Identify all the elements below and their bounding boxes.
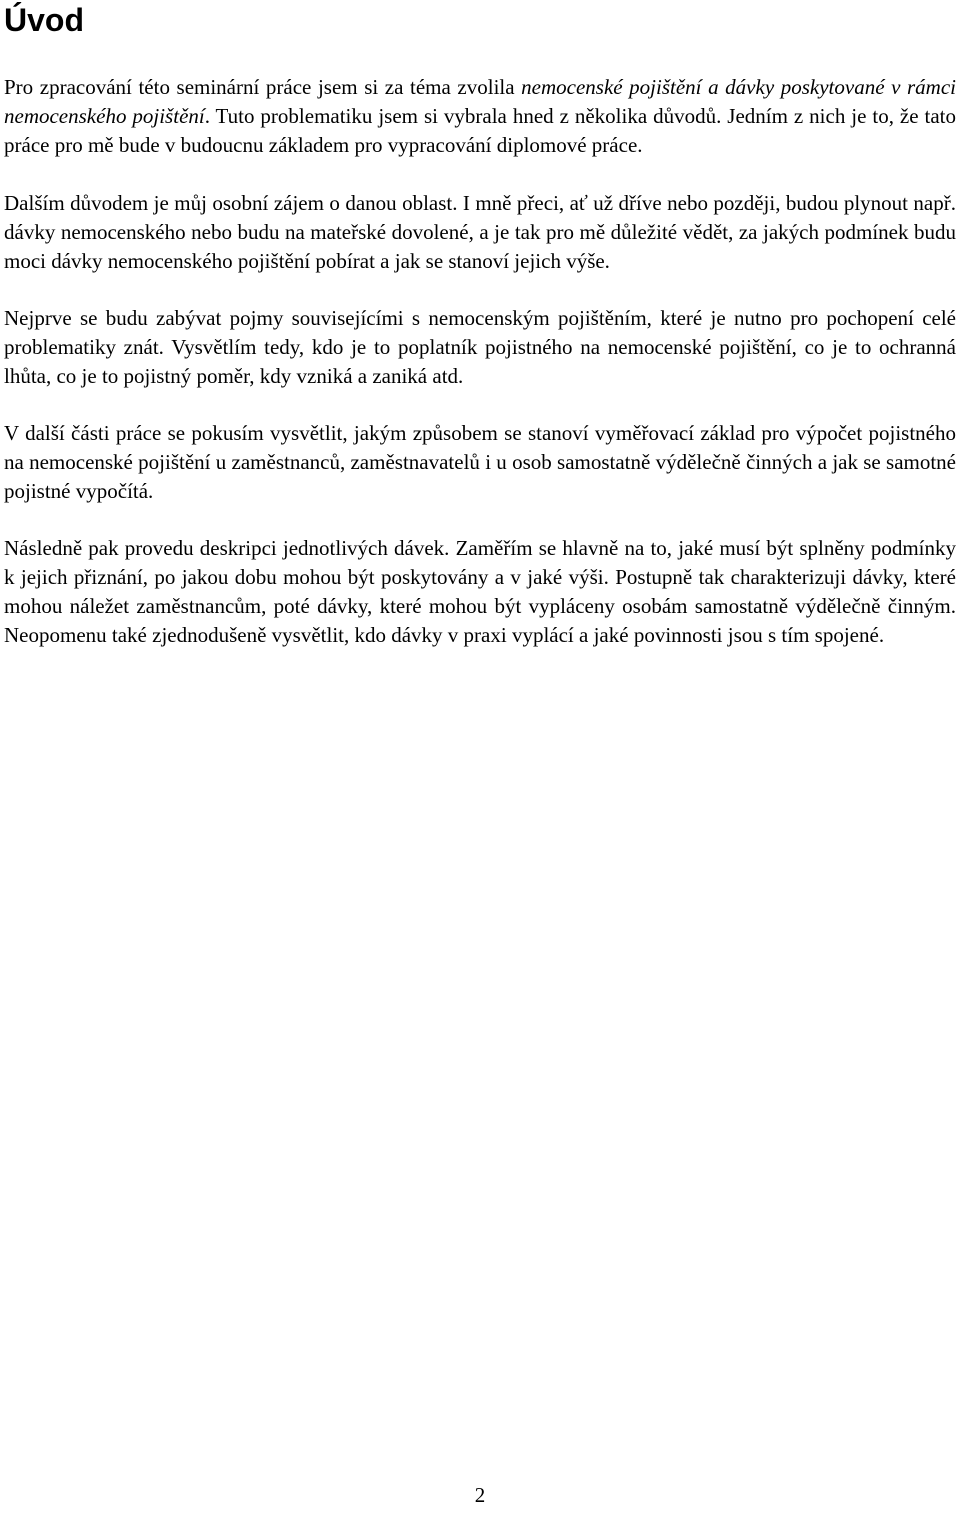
paragraph-intro-text: Pro zpracování této seminární práce jsem si za téma zvolila — [4, 75, 522, 99]
paragraph-benefits: Následně pak provedu deskripci jednotlivých dávek. Zaměřím se hlavně na to, jaké musí být splněny podmínky k jejich přiznání, po jakou dobu mohou být poskytovány a v jaké výši. Postupně tak charakterizuji dávky, které mohou náležet zaměstnancům, poté dávky, které mohou být vypláceny osobám samostatně výdělečně činným. Neopomenu také zjednodušeně vysvětlit, kdo dávky v praxi vyplácí a jaké povinnosti jsou s tím spojené. — [4, 536, 956, 647]
document-body — [4, 73, 956, 678]
section-heading: Úvod — [4, 2, 84, 38]
paragraph-concepts: Nejprve se budu zabývat pojmy souvisejícími s nemocenským pojištěním, které je nutno pro pochopení celé problematiky znát. Vysvětlím tedy, kdo je to poplatník pojistného na nemocenské pojištění, co je to ochranná lhůta, co je to pojistný poměr, kdy vzniká a zaniká atd. — [4, 306, 956, 388]
paragraph-intro — [4, 73, 956, 160]
paragraph-assessment-base: V další části práce se pokusím vysvětlit, jakým způsobem se stanoví vyměřovací základ pro výpočet pojistného na nemocenské pojištění u zaměstnanců, zaměstnavatelů i u osob samostatně výdělečně činných a jak se samotné pojistné vypočítá. — [4, 421, 956, 503]
page-number: 2 — [474, 1483, 486, 1507]
paragraph-motivation: Dalším důvodem je můj osobní zájem o danou oblast. I mně přeci, ať už dříve nebo později, budou plynout např. dávky nemocenského nebo budu na mateřské dovolené, a je tak pro mě důležité vědět, za jakých podmínek budu moci dávky nemocenského pojištění pobírat a jak se stanoví jejich výše. — [4, 191, 956, 273]
paragraph-intro-emphasis: nemocenské pojištění a dávky poskytované v rámci nemocenského pojištění — [4, 75, 956, 128]
paragraph-intro-continuation: . Tuto problematiku jsem si vybrala hned z několika důvodů. Jedním z nich je to, že tato práce pro mě bude v budoucnu základem pro vypracování diplomové práce. — [4, 104, 956, 157]
